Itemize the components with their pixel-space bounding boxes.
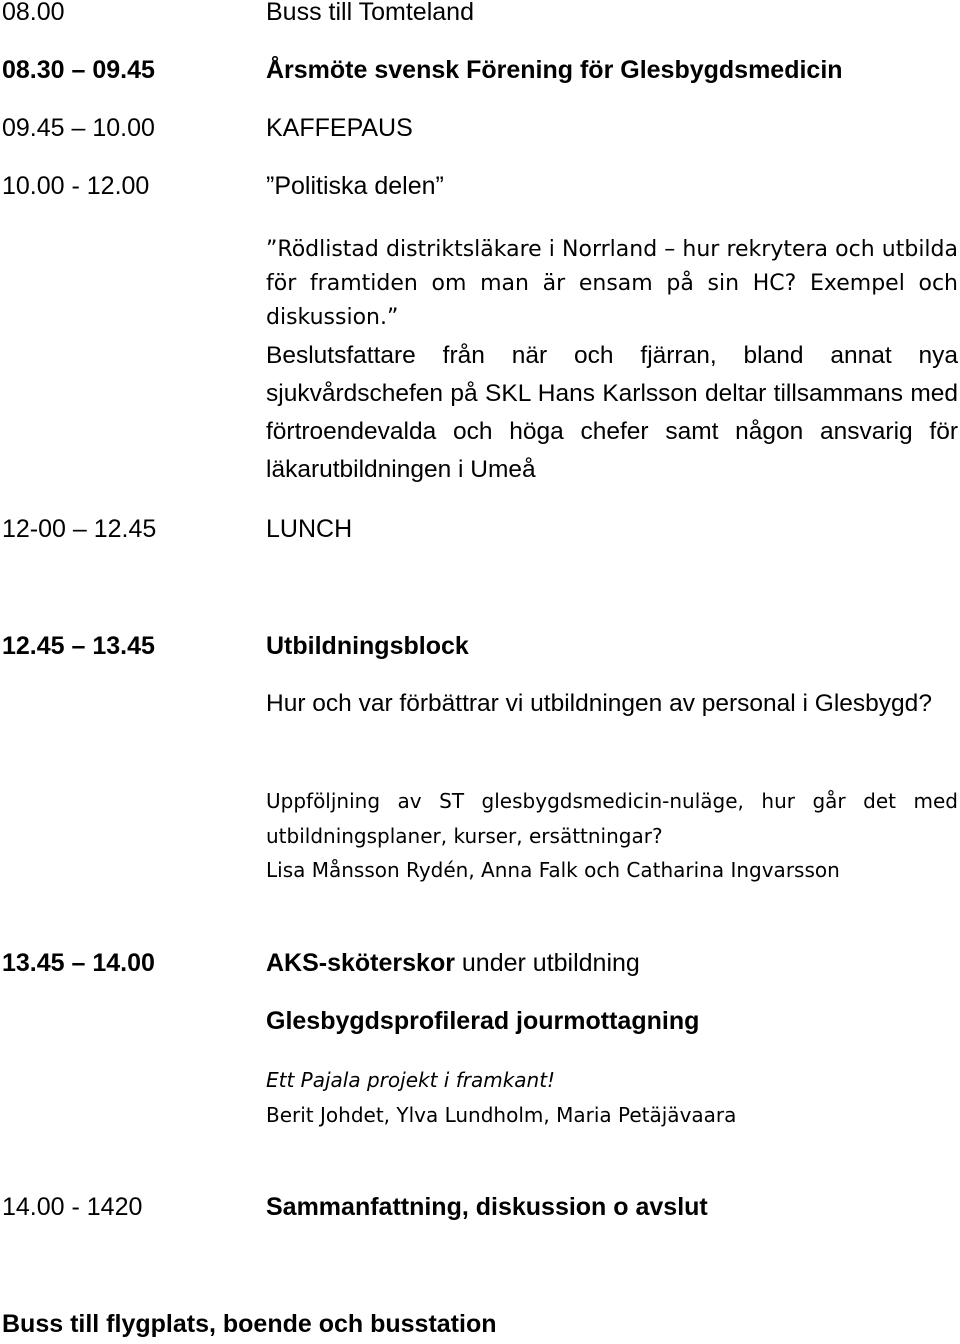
schedule-title: ”Politiska delen” [266, 172, 444, 200]
education-question: Hur och var förbättrar vi utbildningen av personal i Glesbygd? [266, 690, 932, 717]
aks-block [266, 1063, 958, 1132]
schedule-time: 08.30 – 09.45 [2, 56, 155, 84]
lunch-time: 12-00 – 12.45 [2, 515, 157, 543]
education-followup: Uppföljning av ST glesbygdsmedicin-nuläge, hur går det med utbildningsplaner, kurser, ersättningar? [266, 789, 958, 848]
schedule-title: KAFFEPAUS [266, 114, 413, 142]
aks-project: Ett Pajala projekt i framkant! [266, 1068, 556, 1092]
schedule-title: Årsmöte svensk Förening för Glesbygdsmedicin [266, 56, 843, 84]
politics-paragraph: ”Rödlistad distriktsläkare i Norrland – hur rekrytera och utbilda för framtiden om man är ensam på sin HC? Exempel och diskussion.” [266, 237, 958, 330]
education-block-2 [266, 784, 958, 888]
lunch-title: LUNCH [266, 515, 353, 543]
schedule-title: Buss till Tomteland [266, 0, 474, 26]
aks-time: 13.45 – 14.00 [2, 949, 155, 977]
schedule-time: 09.45 – 10.00 [2, 114, 155, 142]
schedule-time: 10.00 - 12.00 [2, 172, 150, 200]
education-block [266, 685, 958, 723]
aks-title-bold: AKS-sköterskor [266, 949, 455, 977]
aks-title [266, 948, 640, 978]
politics-paragraph: Beslutsfattare från när och fjärran, bland annat nya sjukvårdschefen på SKL Hans Karlsson deltar tillsammans med förtroendevalda och höga chefer samt någon ansvarig för läkarutbildningen i Umeå [266, 342, 958, 483]
aks-title-rest: under utbildning [454, 949, 640, 977]
politics-block [266, 233, 958, 335]
politics-block-2 [266, 337, 958, 489]
aks-subtitle: Glesbygdsprofilerad jourmottagning [266, 1007, 700, 1035]
footer-text: Buss till flygplats, boende och busstation [2, 1310, 497, 1338]
summary-title: Sammanfattning, diskussion o avslut [266, 1193, 708, 1221]
aks-speakers: Berit Johdet, Ylva Lundholm, Maria Petäjävaara [266, 1102, 737, 1127]
summary-time: 14.00 - 1420 [2, 1193, 143, 1221]
schedule-time: 08.00 [2, 0, 65, 26]
education-title: Utbildningsblock [266, 632, 469, 660]
education-time: 12.45 – 13.45 [2, 632, 155, 660]
education-speakers: Lisa Månsson Rydén, Anna Falk och Catharina Ingvarsson [266, 858, 840, 882]
